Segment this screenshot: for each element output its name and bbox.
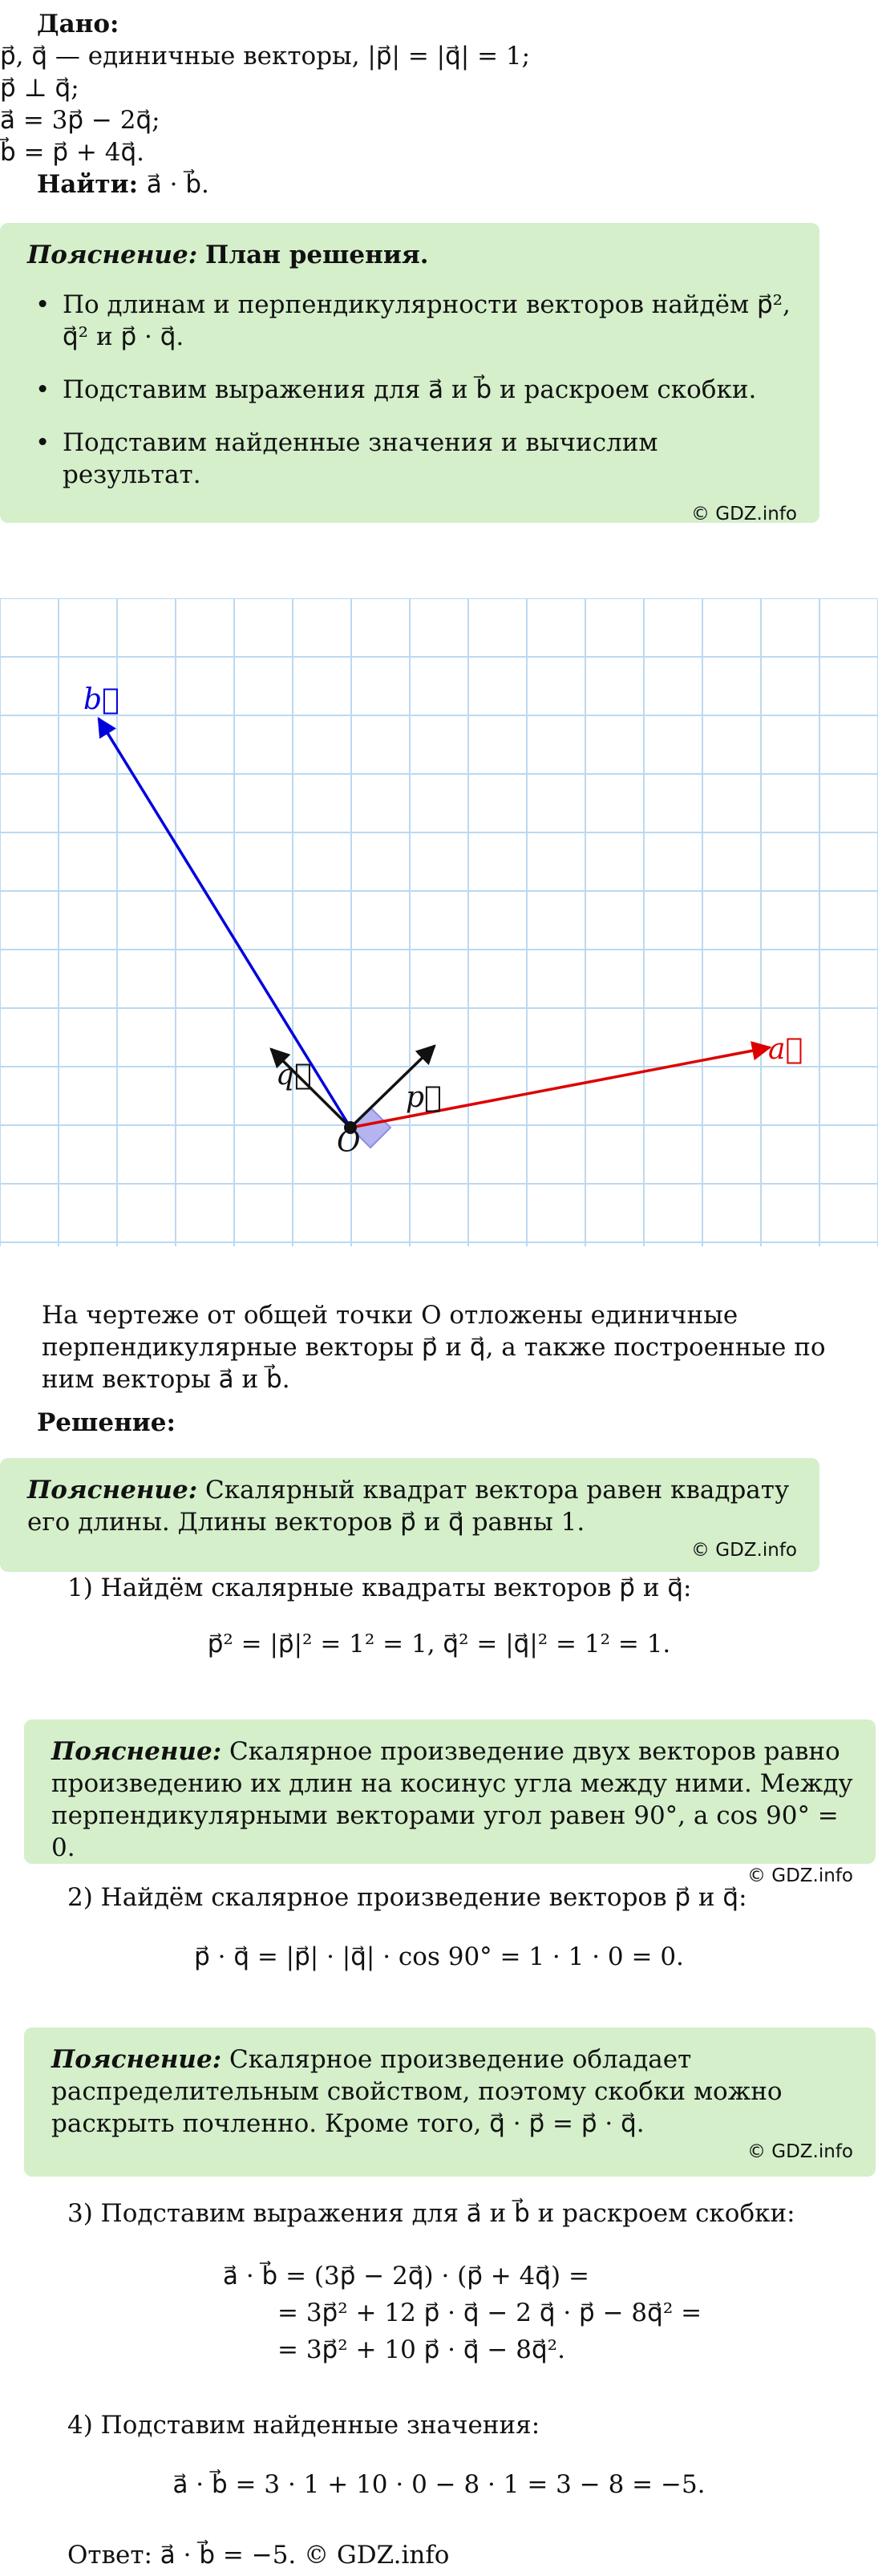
formula-step-2: p⃗ · q⃗ = |p⃗| · |q⃗| · cos 90° = 1 · 1 · 0 = 0. xyxy=(194,1942,684,1971)
plan-item: • Подставим выражения для a⃗ и b⃗ и раскроем скобки. xyxy=(63,374,797,406)
given-line: b⃗ = p⃗ + 4q⃗. xyxy=(0,138,144,167)
step-1: 1) Найдём скалярные квадраты векторов p⃗ и q⃗: xyxy=(67,1574,692,1602)
plan-item: • Подставим найденные значения и вычислим результат. xyxy=(63,427,797,491)
plan-title: План решения. xyxy=(205,241,429,269)
note-label: Пояснение: xyxy=(51,1737,222,1766)
note-text: Скалярное произведение двух векторов равно произведению их длин на косинус угла между ними. Между перпендикулярными векторами угол равен 90°, а cos 90° = 0. xyxy=(51,1737,853,1862)
given-line: a⃗ = 3p⃗ − 2q⃗; xyxy=(0,106,160,135)
formula-step-3-line-1: a⃗ · b⃗ = (3p⃗ − 2q⃗) · (p⃗ + 4q⃗) = xyxy=(223,2262,589,2290)
formula-step-1: p⃗² = |p⃗|² = 1² = 1, q⃗² = |q⃗|² = 1² = 1. xyxy=(207,1630,671,1659)
note-label: Пояснение: xyxy=(27,241,198,269)
note-text: Скалярное произведение обладает распределительным свойством, поэтому скобки можно раскрыть почленно. Кроме того, q⃗ · p⃗ = p⃗ · q⃗. xyxy=(51,2045,783,2138)
plan-note xyxy=(0,223,819,523)
label-o: O xyxy=(337,1126,361,1159)
given-block xyxy=(0,8,530,200)
label-p: p⃗ xyxy=(406,1081,442,1114)
label-a: a⃗ xyxy=(768,1033,803,1066)
find-label: Найти: xyxy=(37,170,139,199)
plan-note-header xyxy=(27,239,797,271)
note-scalar-square xyxy=(0,1458,819,1572)
find-line xyxy=(37,168,530,200)
grid-lines xyxy=(0,598,878,1246)
given-heading: Дано: xyxy=(37,10,119,38)
plan-item: • По длинам и перпендикулярности векторов найдём p⃗², q⃗² и p⃗ · q⃗. xyxy=(63,289,797,353)
vector-figure xyxy=(0,598,878,1246)
plan-list xyxy=(27,289,797,491)
note-label: Пояснение: xyxy=(51,2045,222,2074)
given-line: p⃗, q⃗ — единичные векторы, |p⃗| = |q⃗| = 1; xyxy=(0,42,531,71)
find-value: a⃗ · b⃗. xyxy=(146,170,209,199)
copyright: © GDZ.info xyxy=(690,1540,797,1561)
step-4: 4) Подставим найденные значения: xyxy=(67,2411,540,2440)
solution-heading: Решение: xyxy=(37,1408,176,1437)
label-b: b⃗ xyxy=(83,683,119,716)
formula-step-3-line-2: = 3p⃗² + 12 p⃗ · q⃗ − 2 q⃗ · p⃗ − 8q⃗² = xyxy=(277,2299,702,2327)
step-3: 3) Подставим выражения для a⃗ и b⃗ и раскроем скобки: xyxy=(67,2199,795,2228)
label-q: q⃗ xyxy=(276,1059,312,1092)
note-distributive xyxy=(24,2027,876,2177)
answer: Ответ: a⃗ · b⃗ = −5. © GDZ.info xyxy=(67,2541,450,2570)
note-label: Пояснение: xyxy=(27,1476,198,1505)
note-dot-product xyxy=(24,1719,876,1886)
formula-step-3-line-3: = 3p⃗² + 10 p⃗ · q⃗ − 8q⃗². xyxy=(277,2335,565,2364)
intro-paragraph: На чертеже от общей точки O отложены единичные перпендикулярные векторы p⃗ и q⃗, а также построенные по ним векторы a⃗ и b⃗. xyxy=(42,1301,826,1394)
note-text: Скалярный квадрат вектора равен квадрату его длины. Длины векторов p⃗ и q⃗ равны 1. xyxy=(27,1476,790,1537)
copyright: © GDZ.info xyxy=(690,504,797,525)
figure-svg xyxy=(0,598,878,1246)
step-2: 2) Найдём скалярное произведение векторов p⃗ и q⃗: xyxy=(67,1883,747,1912)
given-line: p⃗ ⊥ q⃗; xyxy=(0,74,79,103)
copyright: © GDZ.info xyxy=(747,1865,853,1886)
formula-step-4: a⃗ · b⃗ = 3 · 1 + 10 · 0 − 8 · 1 = 3 − 8 = −5. xyxy=(172,2470,706,2499)
copyright: © GDZ.info xyxy=(747,2141,853,2162)
